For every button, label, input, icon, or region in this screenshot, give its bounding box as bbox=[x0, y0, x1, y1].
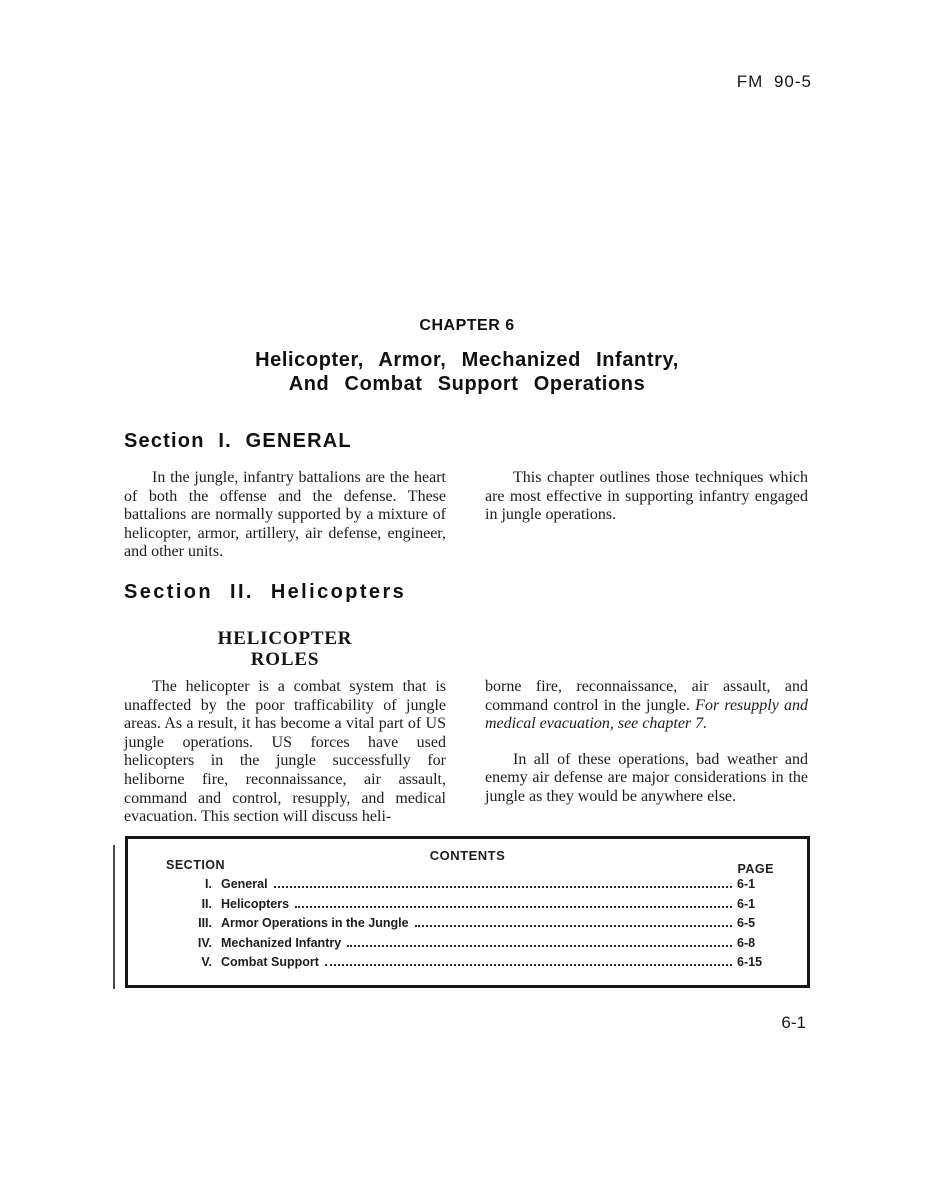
row-numeral: I. bbox=[205, 877, 212, 891]
row-title: Combat Support bbox=[221, 955, 319, 970]
contents-rows bbox=[128, 877, 807, 975]
contents-row-general bbox=[128, 877, 779, 897]
row-title: Helicopters bbox=[221, 896, 290, 911]
dot-leader bbox=[295, 906, 732, 908]
section-2-right-column bbox=[485, 678, 808, 827]
contents-box bbox=[125, 836, 810, 988]
chapter-number: CHAPTER 6 bbox=[419, 317, 515, 334]
section-1-left-paragraph: In the jungle, infantry battalions are the heart of both the offense and the defense. These battalions are normally supported by a mixture of helicopter, armor, artillery, air defense, engineer, and other units. bbox=[124, 469, 446, 561]
paragraph-italic-reference: For resupply and medical evacuation, see chapter 7. bbox=[485, 696, 808, 733]
row-page-number: 6-15 bbox=[737, 955, 763, 970]
section-2-heading: Section II. Helicopters bbox=[124, 581, 407, 603]
helicopter-roles-subheading bbox=[124, 628, 446, 670]
chapter-title-line-1: Helicopter, Armor, Mechanized Infantry, bbox=[255, 349, 679, 371]
row-page-number: 6-1 bbox=[737, 877, 756, 891]
contents-row-mechanized-infantry bbox=[128, 936, 779, 956]
row-title: Mechanized Infantry bbox=[221, 935, 342, 950]
page-number: 6-1 bbox=[781, 1013, 806, 1032]
dot-leader bbox=[274, 886, 732, 888]
row-page-number: 6-5 bbox=[737, 916, 756, 931]
chapter-title-line-2: And Combat Support Operations bbox=[288, 373, 646, 395]
contents-row-armor-operations bbox=[128, 916, 779, 936]
contents-row-helicopters bbox=[128, 897, 779, 917]
paragraph-text: borne fire, reconnaissance, air assault, and command control in the jungle. bbox=[485, 678, 808, 714]
dot-leader bbox=[347, 945, 732, 947]
row-numeral: V. bbox=[201, 955, 212, 970]
row-page-number: 6-1 bbox=[737, 896, 756, 911]
section-2-left-paragraph: The helicopter is a combat system that is unaffected by the poor trafficability of jungle areas. As a result, it has become a vital part of US jungle operations. US forces have used helicopters in the jungle successfully for heliborne fire, reconnaissance, air assault, command and control, resupply, and medical evacuation. This section will discuss heli- bbox=[124, 678, 446, 826]
section-1-columns bbox=[124, 469, 810, 562]
subheading-line-2: ROLES bbox=[250, 649, 320, 670]
row-title: General bbox=[221, 877, 268, 891]
contents-section-column-label: SECTION bbox=[166, 858, 226, 872]
row-page-number: 6-8 bbox=[737, 935, 756, 950]
contents-page-column-label: PAGE bbox=[737, 862, 774, 876]
row-numeral: IV. bbox=[197, 935, 212, 950]
section-2-right-paragraph-1 bbox=[485, 678, 808, 734]
subheading-line-1: HELICOPTER bbox=[217, 628, 353, 649]
dot-leader bbox=[325, 964, 732, 966]
scan-artifact-line bbox=[113, 845, 115, 989]
contents-row-combat-support bbox=[128, 955, 779, 975]
section-1-heading: Section I. GENERAL bbox=[124, 430, 352, 452]
row-numeral: III. bbox=[198, 916, 212, 931]
section-2-columns bbox=[124, 678, 810, 827]
row-numeral: II. bbox=[201, 896, 212, 911]
row-title: Armor Operations in the Jungle bbox=[221, 916, 409, 931]
contents-title: CONTENTS bbox=[429, 848, 506, 863]
section-1-right-paragraph: This chapter outlines those techniques which are most effective in supporting infantry engaged in jungle operations. bbox=[485, 469, 808, 524]
chapter-heading bbox=[124, 317, 810, 396]
dot-leader bbox=[415, 925, 732, 927]
document-id-header: FM 90-5 bbox=[736, 72, 812, 91]
section-2-right-paragraph-2: In all of these operations, bad weather and enemy air defense are major considerations in the jungle as they would be anywhere else. bbox=[485, 750, 808, 805]
